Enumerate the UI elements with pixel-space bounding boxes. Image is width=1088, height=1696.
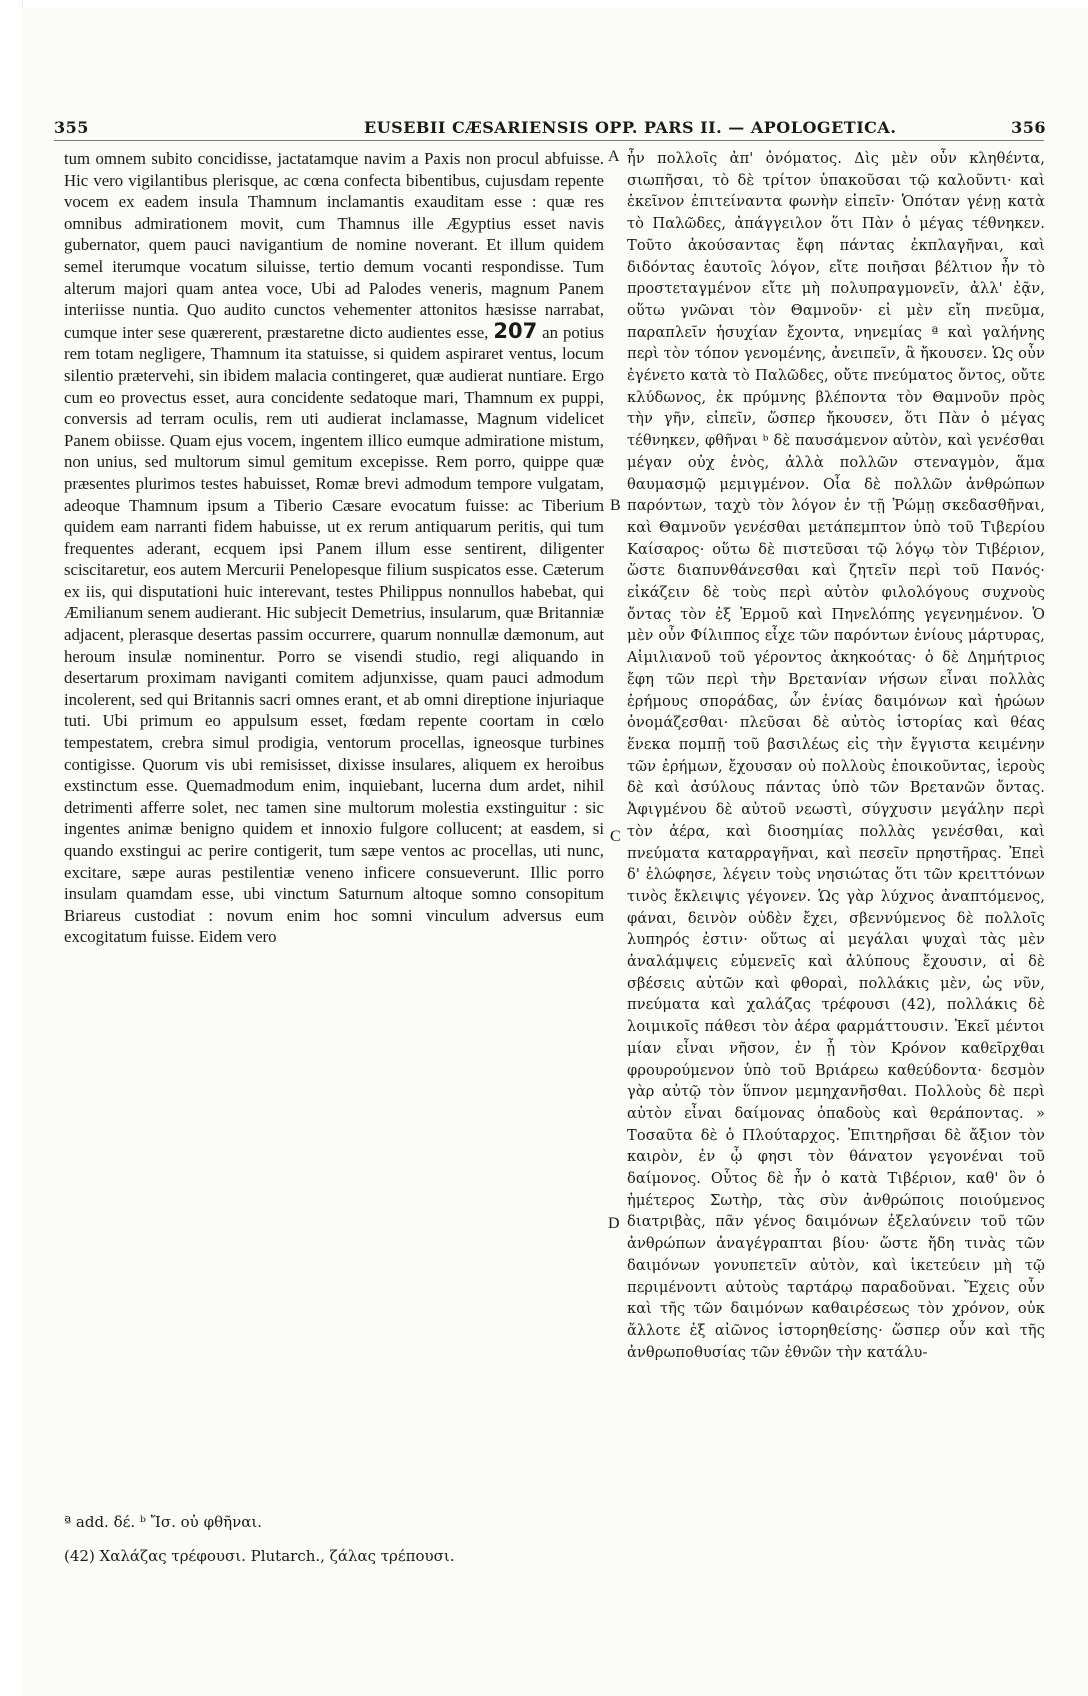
running-header — [54, 118, 1066, 142]
latin-text-part1: tum omnem subito concidisse, jactatamque navim a Paxis non procul abfuisse. Hic vero vigilantibus plerisque, ac cœna confecta bibentibus, cujusdam repente vocem ex eadem insula Thamnum inclamantis exauditam esse : quæ res omnibus admirationem movit, cum Thamnus ille Ægyptius esset navis gubernator, quem pauci navigantium de nomine noverant. Et illum quidem semel iterumque vocatum siluisse, tertio demum vocanti respondisse. Tum alterum majori quam antea voce, Ubi ad Palodes veneris, magnum Panem interiisse nuntia. Quo audito cunctos vehementer attonitos hæsisse narrabat, cumque inter sese quærerent, præstaretne dicto audientes esse, — [64, 149, 604, 342]
footnote-variants: ª add. δέ. ᵇ Ἴσ. οὐ φθῆναι. — [64, 1513, 262, 1531]
section-marker-a: A — [608, 148, 620, 165]
section-marker-d: D — [608, 1215, 620, 1232]
latin-column — [64, 148, 604, 948]
original-page-number: 207 — [493, 318, 538, 343]
footnote-42: (42) Χαλάζας τρέφουσι. Plutarch., ζάλας τρέπουσι. — [64, 1547, 455, 1565]
greek-column — [627, 148, 1045, 1363]
footnotes — [64, 1505, 764, 1573]
section-marker-c: C — [610, 828, 621, 845]
section-marker-b: B — [610, 497, 621, 514]
page-number-right: 356 — [1011, 118, 1046, 137]
latin-text-part2: an potius rem totam negligere, Thamnum ita statuisse, si quidem aspiraret ventus, locum silentio prætervehi, sin ibidem malacia contingeret, quæ audierat nuntiare. Ergo cum eo provectus esset, aura concidente sedatoque mari, Thamnum ex puppi, conversis ad terram oculis, rem uti audierat inclamasse, Magnum videlicet Panem obiisse. Quam ejus vocem, ingentem illico eumque admiratione mistum, non unius, sed multorum simul gemitum excepisse. Rem porro, quippe quæ præsentes plurimos testes habuisset, Romæ brevi admodum tempore vulgatam, adeoque Thamnum ipsum a Tiberio Cæsare evocatum fuisse: ac Tiberium quidem eam narranti fidem habuisse, ut ex rerum antiquarum peritis, qui tum frequentes aderant, ecquem ipsi Panem illum esse sentirent, diligenter sciscitaretur, eos autem Mercurii Penelopesque filium suspicatos esse. Cæterum ex iis, qui disputationi huic interevant, testes Philippus nonnullos habebat, qui Æmilianum senem audierant. Hic subjecit Demetrius, insularum, quæ Britanniæ adjacent, plerasque desertas passim occurrere, quarum nonnullæ dæmonum, aut heroum insulæ nominentur. Porro se visendi studio, regi aliquando in desertarum proximam naviganti comitem adjunxisse, quam pauci admodum incolerent, sed qui Britannis sacri omnes erant, et ab omni direptione injuriaque tuti. Ubi primum eo appulsum esset, fœdam repente coortam in cœlo tempestatem, crebra simul prodigia, ventorum procellas, igneosque turbines contigisse. Quorum vis ubi remisisset, dixisse insulares, aliquem ex heroibus exstinctum esse. Quemadmodum enim, inquiebant, lucerna dum ardet, nihil detrimenti afferre solet, nec tamen sine multorum molestia exstinguitur : sic ingentes animæ benigno quidem et innoxio fulgore collucent; at easdem, si quando exstingui ac perire contigerit, tum sæpe ventos ac procellas, uti nunc, excitare, sæpe auras pestilentiæ veneno inficere consueverunt. Illic porro insulam quamdam esse, ubi vinctum Saturnum altoque somno consopitum Briareus custodiat : novum enim hoc somni vinculum adversus eum excogitatum fuisse. Eidem vero — [64, 322, 605, 947]
scan-margin — [0, 0, 23, 1696]
latin-text — [64, 148, 604, 948]
page-number-left: 355 — [54, 118, 89, 137]
greek-text: ἦν πολλοῖς ἀπ' ὀνόματος. Δὶς μὲν οὖν κληθέντα, σιωπῆσαι, τὸ δὲ τρίτον ὑπακοῦσαι τῷ καλοῦντι· καὶ ἐκεῖνον ἐπιτείναντα φωνὴν εἰπεῖν· Ὁπόταν γένῃ κατὰ τὸ Παλῶδες, ἀπάγγειλον ὅτι Πὰν ὁ μέγας τέθνηκεν. Τοῦτο ἀκούσαντας ἔφη πάντας ἐκπλαγῆναι, καὶ διδόντας ἑαυτοῖς λόγον, εἴτε ποιῆσαι βέλτιον ἦν τὸ προστεταγμένον εἴτε μὴ πολυπραγμονεῖν, ἀλλ' ἐᾷν, οὕτω γνῶναι τὸν Θαμνοῦν· εἰ μὲν εἴη πνεῦμα, παραπλεῖν ἡσυχίαν ἔχοντα, νηνεμίας ª καὶ γαλήνης περὶ τὸν τόπον γενομένης, ἀνειπεῖν, ἃ ἤκουσεν. Ὡς οὖν ἐγένετο κατὰ τὸ Παλῶδες, οὔτε πνεύματος ὄντος, οὔτε κλύδωνος, ἐκ πρύμνης βλέποντα τὸν Θαμνοῦν πρὸς τὴν γῆν, εἰπεῖν, ὥσπερ ἤκουσεν, ὅτι Πὰν ὁ μέγας τέθνηκεν, φθῆναι ᵇ δὲ παυσάμενον αὐτὸν, καὶ γενέσθαι μέγαν οὐχ ἑνὸς, ἀλλὰ πολλῶν στεναγμὸν, ἅμα θαυμασμῷ μεμιγμένον. Οἷα δὲ πολλῶν ἀνθρώπων παρόντων, ταχὺ τὸν λόγον ἐν τῇ Ῥώμῃ σκεδασθῆναι, καὶ Θαμνοῦν γενέσθαι μετάπεμπτον ὑπὸ τοῦ Τιβερίου Καίσαρος· οὕτω δὲ πιστεῦσαι τῷ λόγῳ τὸν Τιβέριον, ὥστε διαπυνθάνεσθαι καὶ ζητεῖν περὶ τοῦ Πανός· εἰκάζειν δὲ τοὺς περὶ αὐτὸν φιλολόγους συχνοὺς ὄντας τὸν ἐξ Ἑρμοῦ καὶ Πηνελόπης γεγενημένον. Ὁ μὲν οὖν Φίλιππος εἶχε τῶν παρόντων ἐνίους μάρτυρας, Αἰμιλιανοῦ τοῦ γέροντος ἀκηκοότας· ὁ δὲ Δημήτριος ἔφη τῶν περὶ τὴν Βρετανίαν νήσων εἶναι πολλὰς ἐρήμους σποράδας, ὧν ἐνίας δαιμόνων καὶ ἡρώων ὀνομάζεσθαι· πλεῦσαι δὲ αὐτὸς ἱστορίας καὶ θέας ἕνεκα πομπῇ τοῦ βασιλέως εἰς τὴν ἔγγιστα κειμένην τῶν ἐρήμων, ἔχουσαν οὐ πολλοὺς ἐποικοῦντας, ἱεροὺς δὲ καὶ ἀσύλους πάντας ὑπὸ τῶν Βρετανῶν ὄντας. Ἀφιγμένου δὲ αὐτοῦ νεωστὶ, σύγχυσιν μεγάλην περὶ τὸν ἀέρα, καὶ διοσημίας πολλὰς γενέσθαι, καὶ πνεύματα καταρραγῆναι, καὶ πεσεῖν πρηστῆρας. Ἐπεὶ δ' ἐλώφησε, λέγειν τοὺς νησιώτας ὅτι τῶν κρειττόνων τινὸς ἔκλειψις γέγονεν. Ὡς γὰρ λύχνος ἀναπτόμενος, φάναι, δεινὸν οὐδὲν ἔχει, σβεννύμενος δὲ πολλοῖς λυπηρός ἐστιν· οὕτως αἱ μεγάλαι ψυχαὶ τὰς μὲν ἀναλάμψεις εὐμενεῖς καὶ ἀλύπους ἔχουσιν, αἱ δὲ σβέσεις αὐτῶν καὶ φθοραὶ, πολλάκις μὲν, ὡς νῦν, πνεύματα καὶ χαλάζας τρέφουσι (42), πολλάκις δὲ λοιμικοῖς πάθεσι τὸν ἀέρα φαρμάττουσιν. Ἐκεῖ μέντοι μίαν εἶναι νῆσον, ἐν ᾗ τὸν Κρόνον καθεῖρχθαι φρουρούμενον ὑπὸ τοῦ Βριάρεω καθεύδοντα· δεσμὸν γὰρ αὐτῷ τὸν ὕπνον μεμηχανῆσθαι. Πολλοὺς δὲ περὶ αὐτὸν εἶναι δαίμονας ὀπαδοὺς καὶ θεράποντας. » Τοσαῦτα δὲ ὁ Πλούταρχος. Ἐπιτηρῆσαι δὲ ἄξιον τὸν καιρὸν, ἐν ᾧ φησι τὸν θάνατον γεγονέναι τοῦ δαίμονος. Οὗτος δὲ ἦν ὁ κατὰ Τιβέριον, καθ' ὃν ὁ ἡμέτερος Σωτὴρ, τὰς σὺν ἀνθρώποις ποιούμενος διατριβὰς, πᾶν γένος δαιμόνων ἐξελαύνειν τοῦ τῶν ἀνθρώπων ἀναγέγραπται βίου· ὥστε ἤδη τινὰς τῶν δαιμόνων γονυπετεῖν αὐτὸν, καὶ ἱκετεύειν μὴ τῷ περιμένοντι αὐτοὺς ταρτάρῳ παραδοῦναι. Ἔχεις οὖν καὶ τῆς τῶν δαιμόνων καθαιρέσεως τὸν χρόνον, οὐκ ἄλλοτε ἐξ αἰῶνος ἱστορηθείσης· ὥσπερ οὖν καὶ τῆς ἀνθρωποθυσίας τῶν ἐθνῶν τὴν κατάλυ- — [627, 150, 1045, 1361]
running-title: EUSEBII CÆSARIENSIS OPP. PARS II. — APOLOGETICA. — [364, 118, 897, 137]
header-rule — [54, 140, 1044, 141]
